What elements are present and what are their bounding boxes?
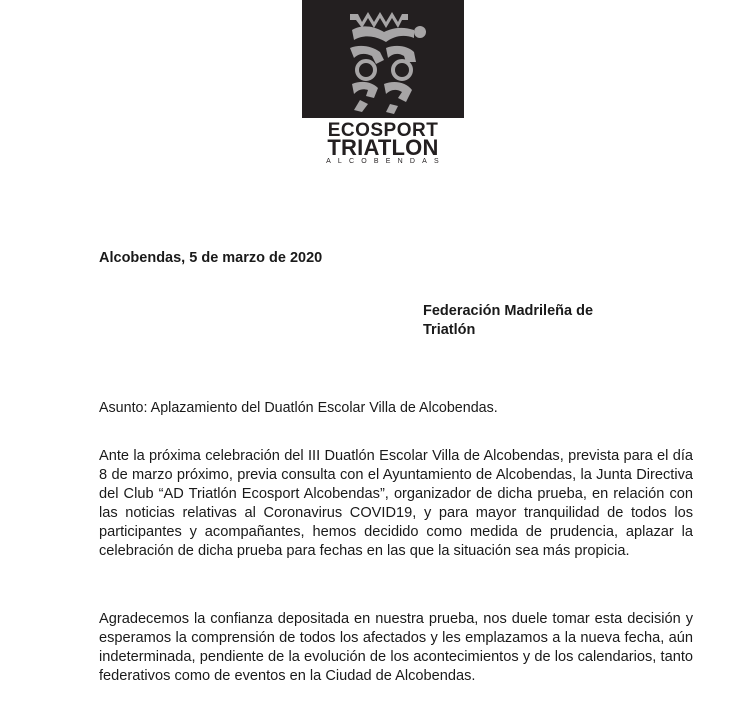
letter-paragraph-2: Agradecemos la confianza depositada en nuestra prueba, nos duele tomar esta decisión y esperamos la comprensión de todos los afectados y les emplazamos a la nueva fecha, aún indeterminada, pendiente de la evolución de los acontecimientos y de los calendarios, tanto federativos como de eventos en la Ciudad de Alcobendas. <box>99 611 693 684</box>
letter-date: Alcobendas, 5 de marzo de 2020 <box>99 250 323 266</box>
logo-text-ecosport: ECOSPORT <box>327 120 439 141</box>
letter-paragraph-1: Ante la próxima celebración del III Duatlón Escolar Villa de Alcobendas, prevista para el día 8 de marzo próximo, previa consulta con el Ayuntamiento de Alcobendas, la Junta Directiva del Club “AD Triatlón Ecosport Alcobendas”, organizador de dicha prueba, en relación con las noticias relativas al Coronavirus COVID19, y para mayor tranquilidad de todos los participantes y acompañantes, hemos decidido como medida de prudencia, aplazar la celebración de dicha prueba para fechas en las que la situación sea más propicia. <box>99 448 693 559</box>
letter-subject: Asunto: Aplazamiento del Duatlón Escolar Villa de Alcobendas. <box>99 400 498 416</box>
club-logo <box>300 0 466 166</box>
logo-text-alcobendas: ALCOBENDAS <box>326 158 446 165</box>
triathlon-emblem-icon <box>302 0 464 118</box>
letter-recipient: Federación Madrileña de Triatlón <box>423 303 594 338</box>
logo-text-triatlon: TRIATLON <box>327 135 439 160</box>
